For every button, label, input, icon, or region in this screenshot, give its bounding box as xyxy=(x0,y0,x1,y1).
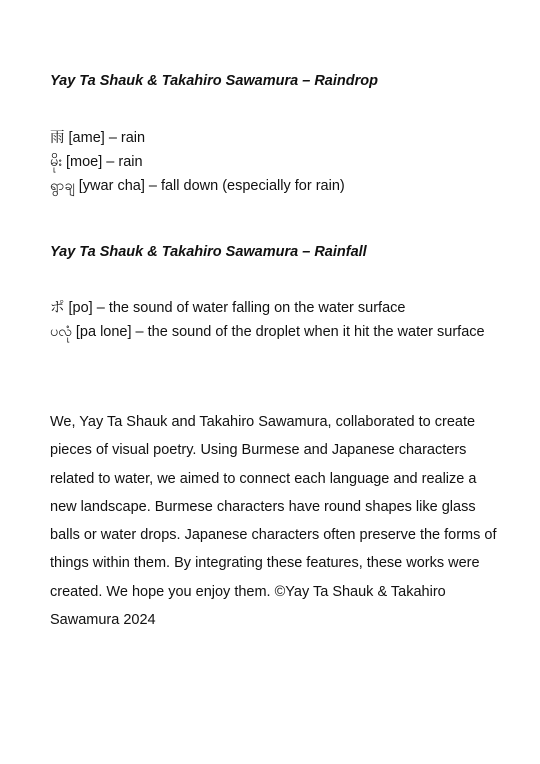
glossary-entry-pa-lone: ပလုံ [pa lone] – the sound of the droplet when it hit the water surface xyxy=(50,324,485,340)
rainfall-title: Yay Ta Shauk & Takahiro Sawamura – Rainfall xyxy=(50,244,367,260)
raindrop-title: Yay Ta Shauk & Takahiro Sawamura – Raindrop xyxy=(50,73,378,89)
glossary-entry-po: ポ [po] – the sound of water falling on the water surface xyxy=(50,300,406,316)
raindrop-glossary xyxy=(50,126,345,198)
glossary-entry-ywar-cha: ရွာချ [ywar cha] – fall down (especially for rain) xyxy=(50,178,345,194)
glossary-entry-moe: မိုး [moe] – rain xyxy=(50,154,143,170)
glossary-entry-ame: 雨 [ame] – rain xyxy=(50,130,146,146)
rainfall-glossary xyxy=(50,296,485,344)
artist-statement: We, Yay Ta Shauk and Takahiro Sawamura, collaborated to create pieces of visual poetry. Using Burmese and Japanese characters related to water, we aimed to connect each language and realize a new landscape. Burmese characters have round shapes like glass balls or water drops. Japanese characters often preserve the forms of things within them. By integrating these features, these works were created. We hope you enjoy them. ©Yay Ta Shauk & Takahiro Sawamura 2024 xyxy=(50,414,497,629)
